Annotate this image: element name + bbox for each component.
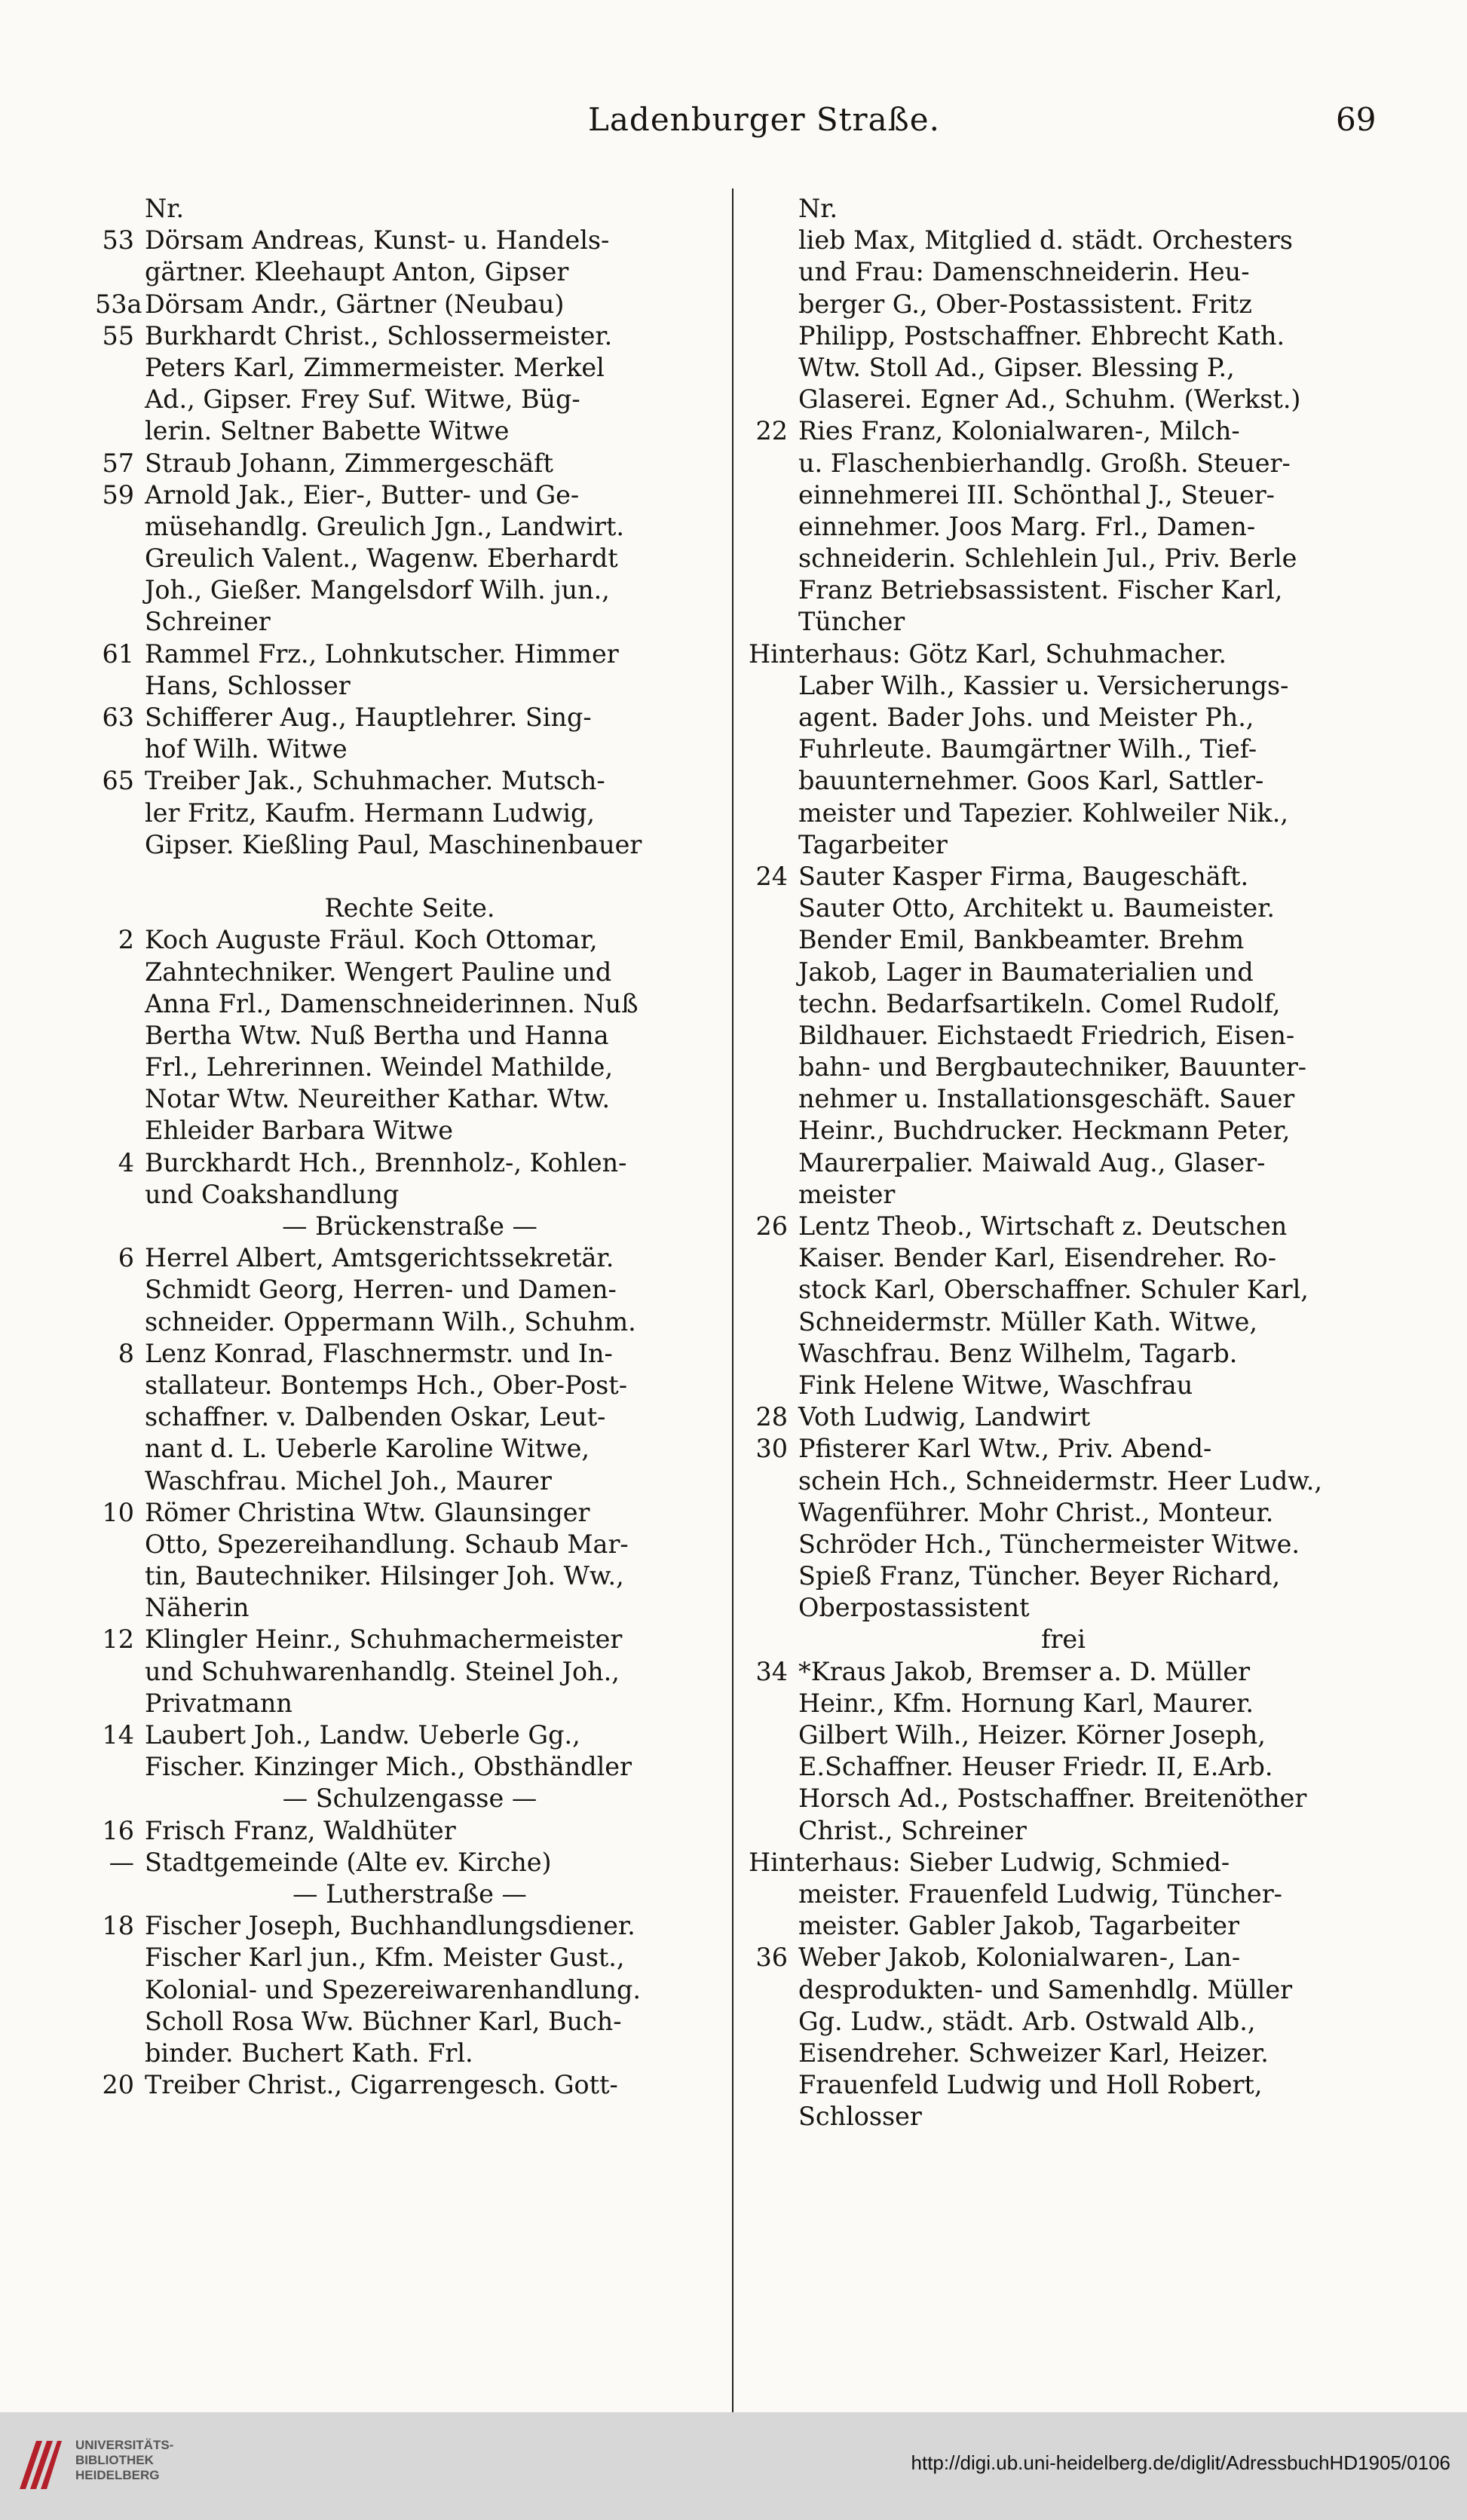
entry-continuation: meister und Tapezier. Kohlweiler Nik.,: [798, 798, 1288, 828]
library-name-line: BIBLIOTHEK: [75, 2453, 154, 2467]
directory-entry: [95, 638, 724, 670]
entry-continuation: berger G., Ober-Postassistent. Fritz: [798, 289, 1252, 319]
entry-text: Pfisterer Karl Wtw., Priv. Abend-: [798, 1434, 1212, 1464]
house-number: 14: [102, 1720, 134, 1750]
directory-entry: [95, 1815, 724, 1847]
entry-continuation: Fink Helene Witwe, Waschfrau: [798, 1370, 1193, 1400]
entry-continuation: Waschfrau. Michel Joh., Maurer: [145, 1465, 552, 1496]
entry-continuation: Tüncher: [798, 607, 905, 637]
entry-text: Stadtgemeinde (Alte ev. Kirche): [145, 1847, 552, 1877]
house-number: 10: [102, 1497, 134, 1527]
house-number: 53a: [95, 289, 142, 319]
entry-continuation: und Schuhwarenhandlg. Steinel Joh.,: [145, 1656, 620, 1686]
entry-continuation: Wtw. Stoll Ad., Gipser. Blessing P.,: [798, 352, 1235, 382]
entry-continuation: Zahntechniker. Wengert Pauline und: [145, 957, 612, 987]
directory-entry: [749, 1433, 1378, 1465]
directory-entry: [749, 415, 1378, 447]
entry-continuation: Schreiner: [145, 607, 271, 637]
entry-continuation: Gipser. Kießling Paul, Maschinenbauer: [145, 829, 642, 859]
right-column: [749, 193, 1378, 2133]
directory-entry: [95, 924, 724, 956]
entry-text: Nr.: [798, 194, 838, 223]
house-number: 59: [102, 479, 134, 510]
entry-text: Straub Johann, Zimmergeschäft: [145, 448, 553, 478]
column-divider: [732, 188, 734, 2412]
house-number: 65: [102, 766, 134, 796]
house-number: 24: [755, 861, 788, 891]
entry-text: Römer Christina Wtw. Glaunsinger: [145, 1497, 590, 1527]
entry-text: Sauter Kasper Firma, Baugeschäft.: [798, 861, 1249, 891]
entry-text: Herrel Albert, Amtsgerichtssekretär.: [145, 1243, 614, 1273]
entry-continuation: schneider. Oppermann Wilh., Schuhm.: [145, 1306, 636, 1337]
section-heading: — Lutherstraße —: [292, 1879, 527, 1909]
entry-text: Treiber Christ., Cigarrengesch. Gott-: [145, 2070, 618, 2100]
directory-entry: [95, 1910, 724, 1942]
entry-text: Burkhardt Christ., Schlossermeister.: [145, 320, 613, 351]
house-number: 26: [755, 1211, 788, 1241]
entry-continuation: Heinr., Buchdrucker. Heckmann Peter,: [798, 1116, 1291, 1146]
footer-bar: [0, 2412, 1467, 2520]
house-number: —: [109, 1847, 134, 1877]
entry-continuation: Fischer Karl jun., Kfm. Meister Gust.,: [145, 1943, 625, 1973]
left-column: [95, 193, 724, 2101]
entry-continuation: Joh., Gießer. Mangelsdorf Wilh. jun.,: [145, 575, 610, 605]
entry-continuation: Horsch Ad., Postschaffner. Breitenöther: [798, 1784, 1307, 1814]
directory-entry: [749, 1656, 1378, 1688]
directory-entry: [749, 1942, 1378, 1973]
house-number: [95, 193, 145, 225]
house-number: 34: [755, 1656, 788, 1686]
entry-continuation: Fuhrleute. Baumgärtner Wilh., Tief-: [798, 734, 1257, 764]
entry-continuation: Schröder Hch., Tünchermeister Witwe.: [798, 1529, 1300, 1559]
entry-continuation: meister: [798, 1179, 896, 1209]
source-url-link[interactable]: http://digi.ub.uni-heidelberg.de/diglit/AdressbuchHD1905/0106: [911, 2451, 1450, 2474]
entry-continuation: u. Flaschenbierhandlg. Großh. Steuer-: [798, 448, 1291, 478]
directory-entry: [95, 2069, 724, 2101]
entry-continuation: Waschfrau. Benz Wilhelm, Tagarb.: [798, 1338, 1238, 1368]
directory-entry: [95, 320, 724, 352]
entry-continuation: nant d. L. Ueberle Karoline Witwe,: [145, 1434, 590, 1464]
entry-continuation: meister. Gabler Jakob, Tagarbeiter: [798, 1911, 1239, 1941]
entry-continuation: lerin. Seltner Babette Witwe: [145, 416, 510, 446]
entry-text: Fischer Joseph, Buchhandlungsdiener.: [145, 1911, 635, 1941]
entry-continuation: Greulich Valent., Wagenw. Eberhardt: [145, 543, 618, 574]
directory-entry: [749, 1401, 1378, 1433]
house-number: 30: [755, 1434, 788, 1464]
library-name: [75, 2438, 173, 2483]
entry-continuation: Schlosser: [798, 2102, 922, 2132]
entry-continuation: Ehleider Barbara Witwe: [145, 1116, 454, 1146]
library-name-line: UNIVERSITÄTS-: [75, 2438, 174, 2452]
entry-text: Nr.: [145, 194, 185, 223]
section-heading: — Brückenstraße —: [282, 1211, 537, 1241]
entry-continuation: Hans, Schlosser: [145, 670, 351, 700]
entry-continuation: Heinr., Kfm. Hornung Karl, Maurer.: [798, 1688, 1254, 1718]
entry-continuation: Franz Betriebsassistent. Fischer Karl,: [798, 575, 1283, 605]
house-number: 55: [102, 320, 134, 351]
house-number: 57: [102, 448, 134, 478]
entry-text: Weber Jakob, Kolonialwaren-, Lan-: [798, 1943, 1241, 1973]
entry-continuation: Fischer. Kinzinger Mich., Obsthändler: [145, 1752, 632, 1782]
house-number: 53: [102, 225, 134, 256]
house-number: 16: [102, 1815, 134, 1845]
house-number: 28: [755, 1402, 788, 1432]
rear-building-entry: Hinterhaus: Sieber Ludwig, Schmied-: [749, 1847, 1230, 1877]
entry-continuation: lieb Max, Mitglied d. städt. Orchesters: [798, 225, 1293, 256]
running-title: Ladenburger Straße.: [588, 101, 940, 138]
directory-entry: [95, 1847, 724, 1879]
section-heading: Rechte Seite.: [324, 893, 495, 923]
entry-text: Klingler Heinr., Schuhmachermeister: [145, 1624, 623, 1655]
entry-continuation: stock Karl, Oberschaffner. Schuler Karl,: [798, 1275, 1309, 1305]
house-number: 6: [118, 1243, 134, 1273]
entry-text: Burckhardt Hch., Brennholz-, Kohlen-: [145, 1147, 627, 1177]
entry-continuation: Bender Emil, Bankbeamter. Brehm: [798, 925, 1245, 955]
directory-entry: [95, 702, 724, 733]
entry-continuation: techn. Bedarfsartikeln. Comel Rudolf,: [798, 988, 1281, 1018]
entry-text: Schifferer Aug., Hauptlehrer. Sing-: [145, 703, 592, 732]
page-header: [0, 101, 1467, 146]
entry-continuation: Bildhauer. Eichstaedt Friedrich, Eisen-: [798, 1020, 1295, 1050]
directory-entry: [95, 479, 724, 511]
rear-building-entry: Hinterhaus: Götz Karl, Schuhmacher.: [749, 638, 1227, 669]
entry-continuation: Näherin: [145, 1593, 250, 1623]
entry-text: Lenz Konrad, Flaschnermstr. und In-: [145, 1338, 613, 1368]
entry-continuation: bahn- und Bergbautechniker, Bauunter-: [798, 1052, 1307, 1082]
entry-text: Arnold Jak., Eier-, Butter- und Ge-: [145, 479, 580, 510]
entry-continuation: Christ., Schreiner: [798, 1815, 1027, 1845]
house-number: 8: [118, 1338, 134, 1368]
entry-continuation: Privatmann: [145, 1688, 292, 1718]
house-number: 12: [102, 1624, 134, 1655]
entry-continuation: Notar Wtw. Neureither Kathar. Wtw.: [145, 1084, 611, 1114]
entry-continuation: Peters Karl, Zimmermeister. Merkel: [145, 352, 605, 382]
entry-text: *Kraus Jakob, Bremser a. D. Müller: [798, 1656, 1251, 1686]
entry-text: Lentz Theob., Wirtschaft z. Deutschen: [798, 1211, 1288, 1241]
directory-entry: [749, 1211, 1378, 1242]
library-name-line: HEIDELBERG: [75, 2468, 160, 2482]
house-number: 36: [755, 1943, 788, 1973]
entry-continuation: Spieß Franz, Tüncher. Beyer Richard,: [798, 1561, 1281, 1591]
entry-continuation: Wagenführer. Mohr Christ., Monteur.: [798, 1497, 1274, 1527]
page-number: 69: [1336, 101, 1377, 138]
entry-continuation: müsehandlg. Greulich Jgn., Landwirt.: [145, 511, 625, 541]
entry-text: Dörsam Andr., Gärtner (Neubau): [145, 289, 565, 319]
entry-continuation: schein Hch., Schneidermstr. Heer Ludw.,: [798, 1465, 1323, 1496]
entry-continuation: Scholl Rosa Ww. Büchner Karl, Buch-: [145, 2006, 622, 2036]
directory-entry: [95, 448, 724, 479]
entry-continuation: einnehmer. Joos Marg. Frl., Damen-: [798, 511, 1256, 541]
entry-continuation: gärtner. Kleehaupt Anton, Gipser: [145, 257, 569, 287]
directory-entry: [95, 193, 724, 225]
entry-continuation: Jakob, Lager in Baumaterialien und: [798, 957, 1254, 987]
entry-continuation: meister. Frauenfeld Ludwig, Tüncher-: [798, 1879, 1282, 1909]
directory-entry: [95, 1624, 724, 1655]
house-number: 20: [102, 2070, 134, 2100]
house-number: 2: [118, 925, 134, 955]
entry-continuation: und Coakshandlung: [145, 1179, 400, 1209]
directory-entry: [95, 1497, 724, 1529]
entry-continuation: Frauenfeld Ludwig und Holl Robert,: [798, 2070, 1263, 2100]
entry-text: Ries Franz, Kolonialwaren-, Milch-: [798, 416, 1240, 446]
entry-continuation: Glaserei. Egner Ad., Schuhm. (Werkst.): [798, 384, 1301, 415]
entry-continuation: Philipp, Postschaffner. Ehbrecht Kath.: [798, 320, 1285, 351]
entry-continuation: Eisendreher. Schweizer Karl, Heizer.: [798, 2038, 1269, 2068]
entry-continuation: nehmer u. Installationsgeschäft. Sauer: [798, 1084, 1295, 1114]
house-number: 63: [102, 703, 134, 732]
entry-continuation: Oberpostassistent: [798, 1593, 1030, 1623]
entry-continuation: Gilbert Wilh., Heizer. Körner Joseph,: [798, 1720, 1266, 1750]
entry-continuation: Maurerpalier. Maiwald Aug., Glaser-: [798, 1147, 1266, 1177]
entry-continuation: und Frau: Damenschneiderin. Heu-: [798, 257, 1250, 287]
entry-continuation: tin, Bautechniker. Hilsinger Joh. Ww.,: [145, 1561, 624, 1591]
entry-continuation: stallateur. Bontemps Hch., Ober-Post-: [145, 1370, 628, 1400]
entry-continuation: Kolonial- und Spezereiwarenhandlung.: [145, 1974, 642, 2004]
entry-continuation: Anna Frl., Damenschneiderinnen. Nuß: [145, 988, 639, 1018]
entry-text: Dörsam Andreas, Kunst- u. Handels-: [145, 225, 610, 256]
section-heading: frei: [1041, 1624, 1086, 1655]
entry-continuation: Tagarbeiter: [798, 829, 948, 859]
entry-continuation: Gg. Ludw., städt. Arb. Ostwald Alb.,: [798, 2006, 1256, 2036]
house-number: 4: [118, 1147, 134, 1177]
entry-continuation: Laber Wilh., Kassier u. Versicherungs-: [798, 670, 1289, 700]
entry-text: Frisch Franz, Waldhüter: [145, 1815, 456, 1845]
entry-continuation: einnehmerei III. Schönthal J., Steuer-: [798, 479, 1275, 510]
university-library-logo-icon: [14, 2435, 66, 2495]
house-number: [749, 193, 798, 225]
directory-entry: [95, 1719, 724, 1751]
directory-entry: [95, 1338, 724, 1370]
directory-entry: [95, 289, 724, 320]
entry-continuation: schaffner. v. Dalbenden Oskar, Leut-: [145, 1402, 606, 1432]
directory-entry: [749, 861, 1378, 893]
entry-continuation: desprodukten- und Samenhdlg. Müller: [798, 1974, 1293, 2004]
entry-text: Rammel Frz., Lohnkutscher. Himmer: [145, 638, 619, 669]
entry-text: Laubert Joh., Landw. Ueberle Gg.,: [145, 1720, 580, 1750]
entry-continuation: agent. Bader Johs. und Meister Ph.,: [798, 703, 1254, 732]
section-heading: — Schulzengasse —: [282, 1784, 537, 1814]
entry-continuation: Frl., Lehrerinnen. Weindel Mathilde,: [145, 1052, 614, 1082]
entry-continuation: ler Fritz, Kaufm. Hermann Ludwig,: [145, 798, 596, 828]
entry-continuation: Schneidermstr. Müller Kath. Witwe,: [798, 1306, 1258, 1337]
entry-continuation: hof Wilh. Witwe: [145, 734, 348, 764]
entry-continuation: binder. Buchert Kath. Frl.: [145, 2038, 473, 2068]
entry-continuation: Otto, Spezereihandlung. Schaub Mar-: [145, 1529, 629, 1559]
directory-entry: [95, 765, 724, 797]
entry-continuation: bauunternehmer. Goos Karl, Sattler-: [798, 766, 1264, 796]
entry-text: Koch Auguste Fräul. Koch Ottomar,: [145, 925, 598, 955]
directory-entry: [95, 1242, 724, 1274]
entry-text: Voth Ludwig, Landwirt: [798, 1402, 1091, 1432]
entry-continuation: Ad., Gipser. Frey Suf. Witwe, Büg-: [145, 384, 580, 415]
entry-continuation: Kaiser. Bender Karl, Eisendreher. Ro-: [798, 1243, 1277, 1273]
house-number: 22: [755, 416, 788, 446]
directory-entry: [95, 1147, 724, 1179]
entry-continuation: Sauter Otto, Architekt u. Baumeister.: [798, 893, 1275, 923]
house-number: 61: [102, 638, 134, 669]
entry-continuation: schneiderin. Schlehlein Jul., Priv. Berle: [798, 543, 1297, 574]
house-number: 18: [102, 1911, 134, 1941]
directory-entry: [749, 193, 1378, 225]
directory-entry: [95, 225, 724, 256]
blank-line: [95, 861, 724, 893]
entry-text: Treiber Jak., Schuhmacher. Mutsch-: [145, 766, 605, 796]
entry-continuation: E.Schaffner. Heuser Friedr. II, E.Arb.: [798, 1752, 1273, 1782]
entry-continuation: Bertha Wtw. Nuß Bertha und Hanna: [145, 1020, 609, 1050]
entry-continuation: Schmidt Georg, Herren- und Damen-: [145, 1275, 617, 1305]
